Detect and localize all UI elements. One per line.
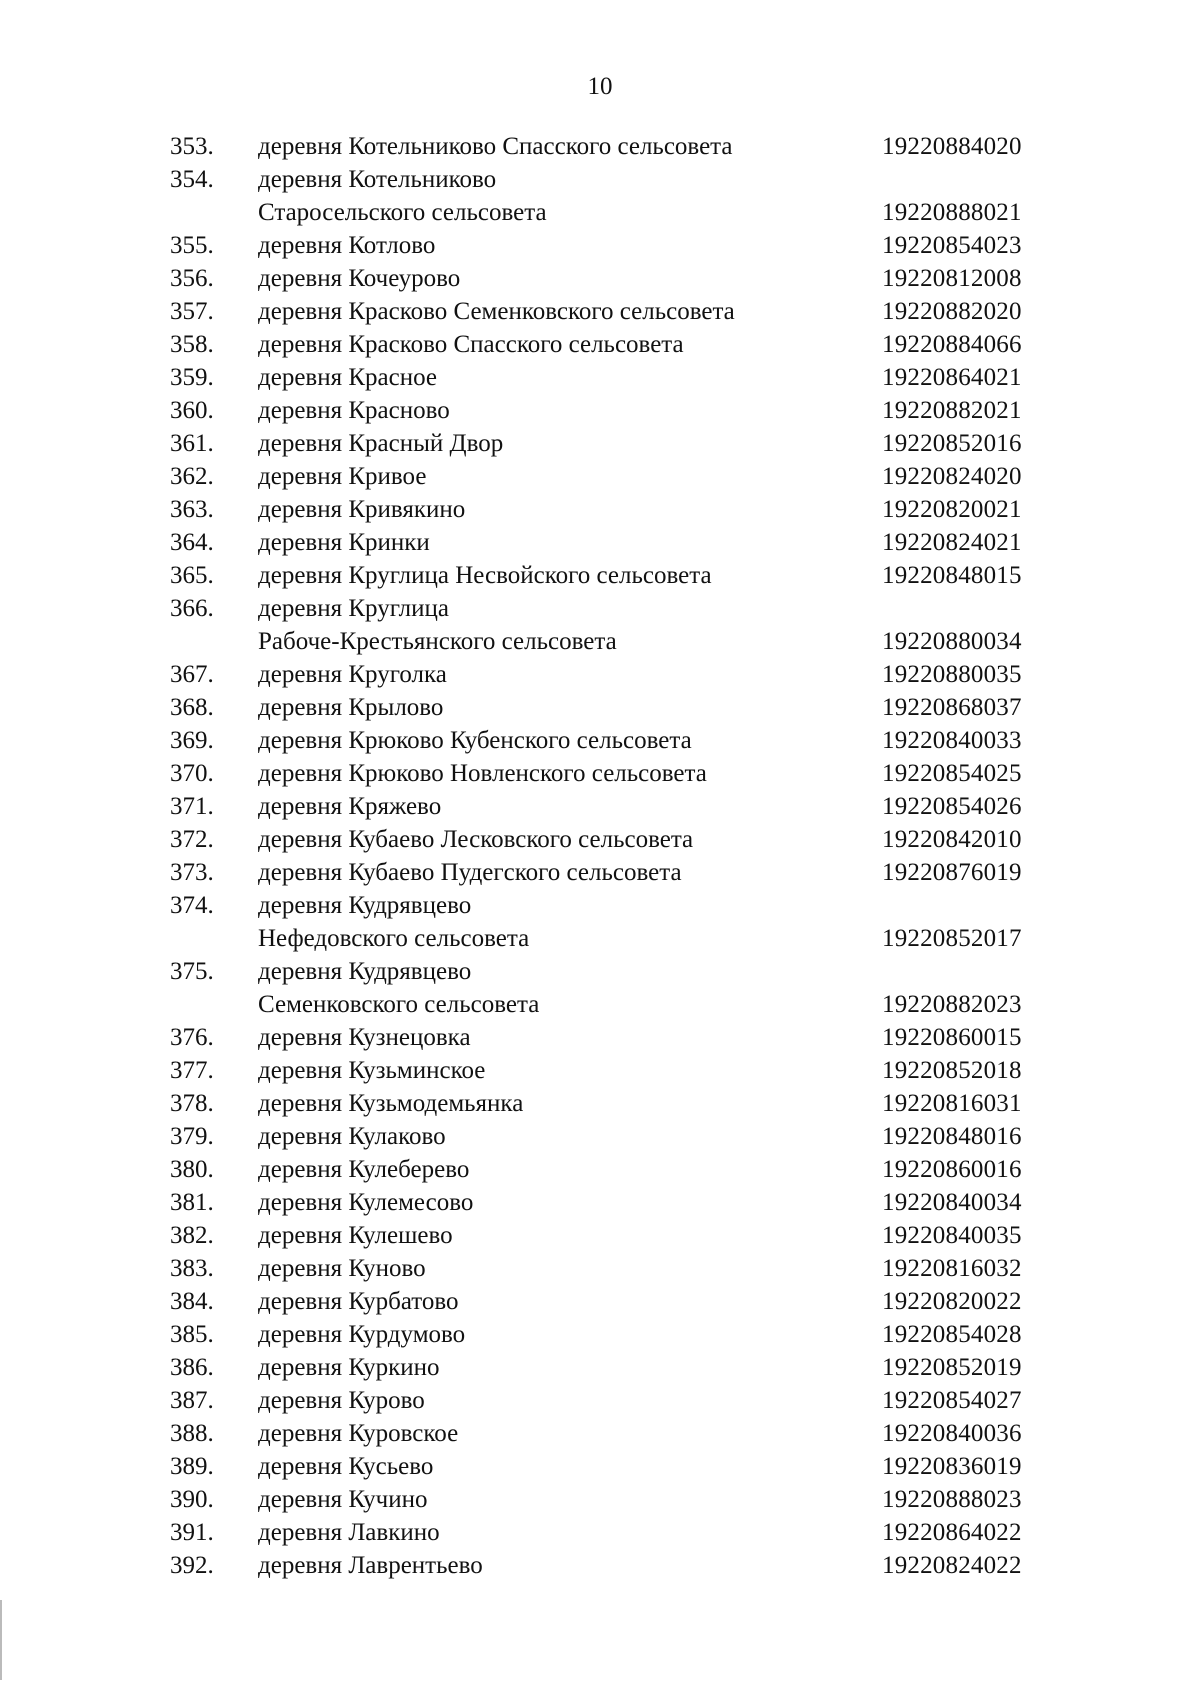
row-number: 392. (170, 1552, 214, 1579)
settlement-name: деревня Котлово (258, 232, 436, 259)
row-number: 371. (170, 793, 214, 820)
row-number: 355. (170, 232, 214, 259)
list-row (0, 1516, 1200, 1549)
settlement-name: деревня Красново (258, 397, 450, 424)
row-number: 366. (170, 595, 214, 622)
oktmo-code: 19220852019 (882, 1354, 1022, 1381)
list-row (0, 1087, 1200, 1120)
oktmo-code: 19220840033 (882, 727, 1022, 754)
settlement-name: деревня Котельниково (258, 166, 497, 193)
list-row (0, 394, 1200, 427)
list-row (0, 790, 1200, 823)
row-number: 362. (170, 463, 214, 490)
list-row (0, 757, 1200, 790)
oktmo-code: 19220882020 (882, 298, 1022, 325)
page-number: 10 (587, 73, 613, 100)
row-number: 386. (170, 1354, 214, 1381)
list-row (0, 229, 1200, 262)
row-number: 368. (170, 694, 214, 721)
row-number: 390. (170, 1486, 214, 1513)
oktmo-code: 19220864022 (882, 1519, 1022, 1546)
oktmo-code: 19220882021 (882, 397, 1022, 424)
settlement-name: деревня Кулеберево (258, 1156, 470, 1183)
list-row (0, 658, 1200, 691)
settlement-name: Рабоче-Крестьянского сельсовета (258, 628, 617, 655)
list-row (0, 691, 1200, 724)
settlement-name: деревня Курдумово (258, 1321, 466, 1348)
settlement-name: деревня Кучино (258, 1486, 428, 1513)
settlement-name: деревня Кочеурово (258, 265, 461, 292)
list-row (0, 295, 1200, 328)
oktmo-code: 19220882023 (882, 991, 1022, 1018)
list-row (0, 1417, 1200, 1450)
list-row (0, 1483, 1200, 1516)
list-row (0, 493, 1200, 526)
row-number: 369. (170, 727, 214, 754)
list-row (0, 196, 1200, 229)
list-row (0, 163, 1200, 196)
oktmo-code: 19220852016 (882, 430, 1022, 457)
row-number: 377. (170, 1057, 214, 1084)
list-row (0, 1120, 1200, 1153)
list-row (0, 460, 1200, 493)
settlement-name: деревня Лавкино (258, 1519, 440, 1546)
oktmo-code: 19220852018 (882, 1057, 1022, 1084)
row-number: 378. (170, 1090, 214, 1117)
row-number: 361. (170, 430, 214, 457)
oktmo-code: 19220824020 (882, 463, 1022, 490)
list-row (0, 1549, 1200, 1582)
row-number: 367. (170, 661, 214, 688)
list-row (0, 625, 1200, 658)
list-row (0, 889, 1200, 922)
list-row (0, 130, 1200, 163)
settlement-name: деревня Красный Двор (258, 430, 504, 457)
row-number: 389. (170, 1453, 214, 1480)
settlement-name: Семенковского сельсовета (258, 991, 540, 1018)
list-row (0, 427, 1200, 460)
list-row (0, 1450, 1200, 1483)
settlement-name: Старосельского сельсовета (258, 199, 547, 226)
list-row (0, 988, 1200, 1021)
settlement-name: деревня Курбатово (258, 1288, 459, 1315)
oktmo-code: 19220880035 (882, 661, 1022, 688)
row-number: 357. (170, 298, 214, 325)
oktmo-code: 19220824022 (882, 1552, 1022, 1579)
row-number: 354. (170, 166, 214, 193)
oktmo-code: 19220836019 (882, 1453, 1022, 1480)
list-row (0, 1153, 1200, 1186)
oktmo-code: 19220854028 (882, 1321, 1022, 1348)
settlement-name: деревня Кривякино (258, 496, 466, 523)
row-number: 360. (170, 397, 214, 424)
settlement-name: деревня Куново (258, 1255, 426, 1282)
row-number: 372. (170, 826, 214, 853)
row-number: 383. (170, 1255, 214, 1282)
oktmo-code: 19220842010 (882, 826, 1022, 853)
list-row (0, 955, 1200, 988)
oktmo-code: 19220840036 (882, 1420, 1022, 1447)
oktmo-code: 19220888023 (882, 1486, 1022, 1513)
row-number: 387. (170, 1387, 214, 1414)
settlement-name: деревня Крюково Новленского сельсовета (258, 760, 707, 787)
oktmo-code: 19220854025 (882, 760, 1022, 787)
row-number: 374. (170, 892, 214, 919)
list-row (0, 559, 1200, 592)
settlement-name: деревня Кусьево (258, 1453, 434, 1480)
settlement-name: деревня Красное (258, 364, 437, 391)
settlement-name: деревня Кряжево (258, 793, 442, 820)
row-number: 382. (170, 1222, 214, 1249)
scan-edge-mark (0, 1600, 2, 1680)
row-number: 381. (170, 1189, 214, 1216)
row-number: 364. (170, 529, 214, 556)
oktmo-code: 19220876019 (882, 859, 1022, 886)
settlement-name: деревня Кудрявцево (258, 892, 472, 919)
oktmo-code: 19220884020 (882, 133, 1022, 160)
list-row (0, 1252, 1200, 1285)
settlement-name: деревня Лаврентьево (258, 1552, 483, 1579)
row-number: 388. (170, 1420, 214, 1447)
oktmo-code: 19220840035 (882, 1222, 1022, 1249)
settlement-name: деревня Круглица (258, 595, 450, 622)
list-row (0, 724, 1200, 757)
settlement-name: деревня Кулаково (258, 1123, 446, 1150)
settlement-list (0, 130, 1200, 1582)
oktmo-code: 19220860015 (882, 1024, 1022, 1051)
settlement-name: деревня Кривое (258, 463, 427, 490)
oktmo-code: 19220820021 (882, 496, 1022, 523)
row-number: 363. (170, 496, 214, 523)
settlement-name: деревня Круголка (258, 661, 447, 688)
list-row (0, 1021, 1200, 1054)
list-row (0, 1285, 1200, 1318)
row-number: 358. (170, 331, 214, 358)
list-row (0, 262, 1200, 295)
settlement-name: деревня Кринки (258, 529, 430, 556)
row-number: 391. (170, 1519, 214, 1546)
settlement-name: Нефедовского сельсовета (258, 925, 530, 952)
settlement-name: деревня Куровское (258, 1420, 459, 1447)
row-number: 375. (170, 958, 214, 985)
settlement-name: деревня Крылово (258, 694, 444, 721)
list-row (0, 1219, 1200, 1252)
oktmo-code: 19220884066 (882, 331, 1022, 358)
settlement-name: деревня Кулемесово (258, 1189, 474, 1216)
row-number: 370. (170, 760, 214, 787)
row-number: 356. (170, 265, 214, 292)
list-row (0, 1054, 1200, 1087)
row-number: 373. (170, 859, 214, 886)
settlement-name: деревня Кубаево Пудегского сельсовета (258, 859, 682, 886)
oktmo-code: 19220854023 (882, 232, 1022, 259)
row-number: 353. (170, 133, 214, 160)
oktmo-code: 19220816032 (882, 1255, 1022, 1282)
list-row (0, 328, 1200, 361)
oktmo-code: 19220860016 (882, 1156, 1022, 1183)
list-row (0, 361, 1200, 394)
oktmo-code: 19220816031 (882, 1090, 1022, 1117)
row-number: 359. (170, 364, 214, 391)
settlement-name: деревня Красково Спасского сельсовета (258, 331, 684, 358)
oktmo-code: 19220824021 (882, 529, 1022, 556)
settlement-name: деревня Крюково Кубенского сельсовета (258, 727, 692, 754)
oktmo-code: 19220864021 (882, 364, 1022, 391)
oktmo-code: 19220868037 (882, 694, 1022, 721)
list-row (0, 526, 1200, 559)
settlement-name: деревня Кузьминское (258, 1057, 486, 1084)
oktmo-code: 19220820022 (882, 1288, 1022, 1315)
settlement-name: деревня Кубаево Лесковского сельсовета (258, 826, 694, 853)
settlement-name: деревня Кузнецовка (258, 1024, 471, 1051)
oktmo-code: 19220812008 (882, 265, 1022, 292)
list-row (0, 922, 1200, 955)
list-row (0, 1384, 1200, 1417)
settlement-name: деревня Котельниково Спасского сельсовета (258, 133, 733, 160)
settlement-name: деревня Красково Семенковского сельсовета (258, 298, 735, 325)
oktmo-code: 19220852017 (882, 925, 1022, 952)
row-number: 376. (170, 1024, 214, 1051)
row-number: 365. (170, 562, 214, 589)
settlement-name: деревня Кудрявцево (258, 958, 472, 985)
settlement-name: деревня Курово (258, 1387, 425, 1414)
row-number: 384. (170, 1288, 214, 1315)
list-row (0, 592, 1200, 625)
row-number: 380. (170, 1156, 214, 1183)
oktmo-code: 19220888021 (882, 199, 1022, 226)
settlement-name: деревня Куркино (258, 1354, 440, 1381)
list-row (0, 823, 1200, 856)
oktmo-code: 19220848016 (882, 1123, 1022, 1150)
oktmo-code: 19220840034 (882, 1189, 1022, 1216)
list-row (0, 1351, 1200, 1384)
list-row (0, 856, 1200, 889)
settlement-name: деревня Кузьмодемьянка (258, 1090, 524, 1117)
oktmo-code: 19220854026 (882, 793, 1022, 820)
settlement-name: деревня Кулешево (258, 1222, 453, 1249)
list-row (0, 1186, 1200, 1219)
row-number: 385. (170, 1321, 214, 1348)
row-number: 379. (170, 1123, 214, 1150)
settlement-name: деревня Круглица Несвойского сельсовета (258, 562, 712, 589)
list-row (0, 1318, 1200, 1351)
oktmo-code: 19220880034 (882, 628, 1022, 655)
oktmo-code: 19220848015 (882, 562, 1022, 589)
oktmo-code: 19220854027 (882, 1387, 1022, 1414)
